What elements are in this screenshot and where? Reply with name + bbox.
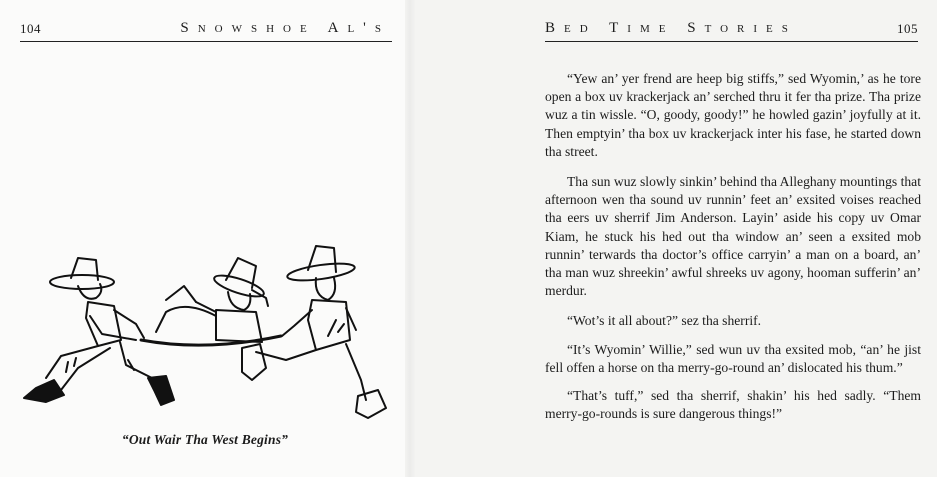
- paragraph-3: “Wot’s it all about?” sez tha sherrif.: [567, 313, 762, 329]
- right-carrier-figure: [256, 246, 366, 400]
- right-running-head: [545, 16, 918, 42]
- left-page-number: 104: [20, 20, 41, 36]
- paragraph-5: “That’s tuff,” sed tha sherrif, shakin’ his hed sadly. “Them merry-go-rounds is sure dangerous things!”: [545, 388, 921, 422]
- cartoon-illustration: [16, 240, 391, 430]
- right-page-number: 105: [897, 20, 918, 36]
- left-running-title: Snowshoe Al's: [180, 20, 390, 36]
- illustration-caption: “Out Wair Tha West Begins”: [121, 432, 289, 447]
- book-gutter: [405, 0, 415, 477]
- paragraph-2: Tha sun wuz slowly sinkin’ behind tha Alleghany mountings that afternoon wen tha sound uv runnin’ feet an’ exsited voises reached tha eers uv sherrif Jim Anderson. Layin’ aside his copy uv Omar Kiam, he stuck his hed out tha window an’ seen a exsited mob runnin’ terwards tha doctor’s office carryin’ a man on a board, an’ tha man wuz shreekin’ awful shreeks uv agony, hooman sufferin’ an’ merdur.: [545, 174, 921, 299]
- paragraph-4: “It’s Wyomin’ Willie,” sed wun uv tha exsited mob, “an’ he jist fell offen a horse on tha merry-go-round an’ dislocated his thum.”: [545, 341, 921, 375]
- right-page-body: [545, 70, 921, 433]
- left-running-head: [20, 16, 392, 42]
- left-carrier-figure: [46, 258, 156, 390]
- paragraph-1: “Yew an’ yer frend are heep big stiffs,” sed Wyomin,’ as he tore open a box uv krackerjack an’ serched thru it fer tha prize. Tha prize wuz a tin wissle. “O, goody, goody!” he howled gazin’ joyfully at it. Then emptyin’ tha box uv krackerjack inter his fase, he started down tha street.: [545, 71, 921, 159]
- right-running-title: Bed Time Stories: [545, 20, 797, 36]
- injured-rider-figure: [156, 258, 268, 342]
